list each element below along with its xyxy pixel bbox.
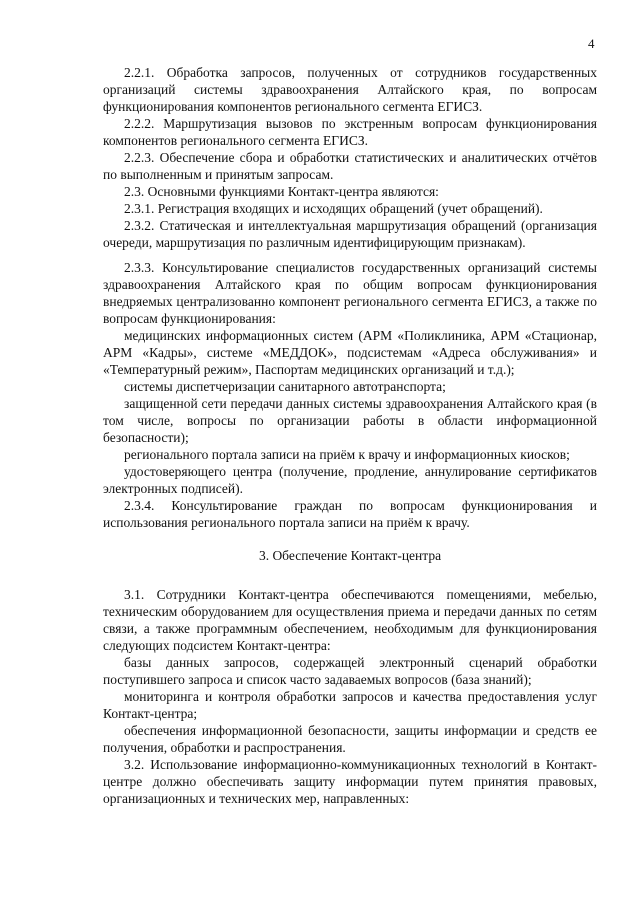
paragraph-2-3-1: 2.3.1. Регистрация входящих и исходящих обращений (учет обращений). (124, 201, 543, 216)
document-body (103, 64, 597, 807)
paragraph-3-2: 3.2. Использование информационно-коммуникационных технологий в Контакт-центре должно обеспечивать защиту информации путем принятия правовых, организационных и технических мер, направленных: (103, 757, 597, 806)
list-item-database: базы данных запросов, содержащей электронный сценарий обработки поступившего запроса и список часто задаваемых вопросов (база знаний); (103, 655, 597, 687)
page-number: 4 (588, 36, 595, 51)
list-item-portal: регионального портала записи на приём к врачу и информационных киосков; (124, 447, 570, 462)
paragraph-2-2-3: 2.2.3. Обеспечение сбора и обработки статистических и аналитических отчётов по выполненным и принятым запросам. (103, 150, 597, 182)
paragraph-2-3-4: 2.3.4. Консультирование граждан по вопросам функционирования и использования регионального портала записи на приём к врачу. (103, 498, 597, 530)
list-item-certification-center: удостоверяющего центра (получение, продление, аннулирование сертификатов электронных подписей). (103, 464, 597, 496)
paragraph-3-1: 3.1. Сотрудники Контакт-центра обеспечиваются помещениями, мебелью, техническим оборудованием для осуществления приема и передачи данных по сетям связи, а также программным обеспечением, необходимым для функционирования следующих подсистем Контакт-центра: (103, 587, 597, 653)
paragraph-2-2-1: 2.2.1. Обработка запросов, полученных от сотрудников государственных организаций системы здравоохранения Алтайского края, по вопросам функционирования компонентов регионального сегмента ЕГИСЗ. (103, 65, 597, 114)
list-item-mis: медицинских информационных систем (АРМ «Поликлиника, АРМ «Стационар, АРМ «Кадры», системе «МЕДДОК», подсистемам «Адреса обслуживания» и «Температурный режим», Паспортам медицинских организаций и т.д.); (103, 328, 597, 377)
paragraph-2-3-2: 2.3.2. Статическая и интеллектуальная маршрутизация обращений (организация очереди, маршрутизация по различным идентифицирующим признакам). (103, 218, 597, 250)
list-item-secure-network: защищенной сети передачи данных системы здравоохранения Алтайского края (в том числе, вопросы по организации работы в области информационной безопасности); (103, 396, 597, 445)
list-item-monitoring: мониторинга и контроля обработки запросов и качества предоставления услуг Контакт-центра; (103, 689, 597, 721)
paragraph-2-3-3: 2.3.3. Консультирование специалистов государственных организаций системы здравоохранения Алтайского края по общим вопросам функционирования внедряемых централизованно компонент регионального сегмента ЕГИСЗ, а также по вопросам функционирования: (103, 260, 597, 326)
section-heading: 3. Обеспечение Контакт-центра (258, 548, 442, 563)
list-item-dispatch: системы диспетчеризации санитарного автотранспорта; (124, 379, 446, 394)
paragraph-2-3: 2.3. Основными функциями Контакт-центра являются: (124, 184, 439, 199)
list-item-security: обеспечения информационной безопасности, защиты информации и средств ее получения, обработки и распространения. (103, 723, 597, 755)
paragraph-2-2-2: 2.2.2. Маршрутизация вызовов по экстренным вопросам функционирования компонентов регионального сегмента ЕГИСЗ. (103, 116, 597, 148)
